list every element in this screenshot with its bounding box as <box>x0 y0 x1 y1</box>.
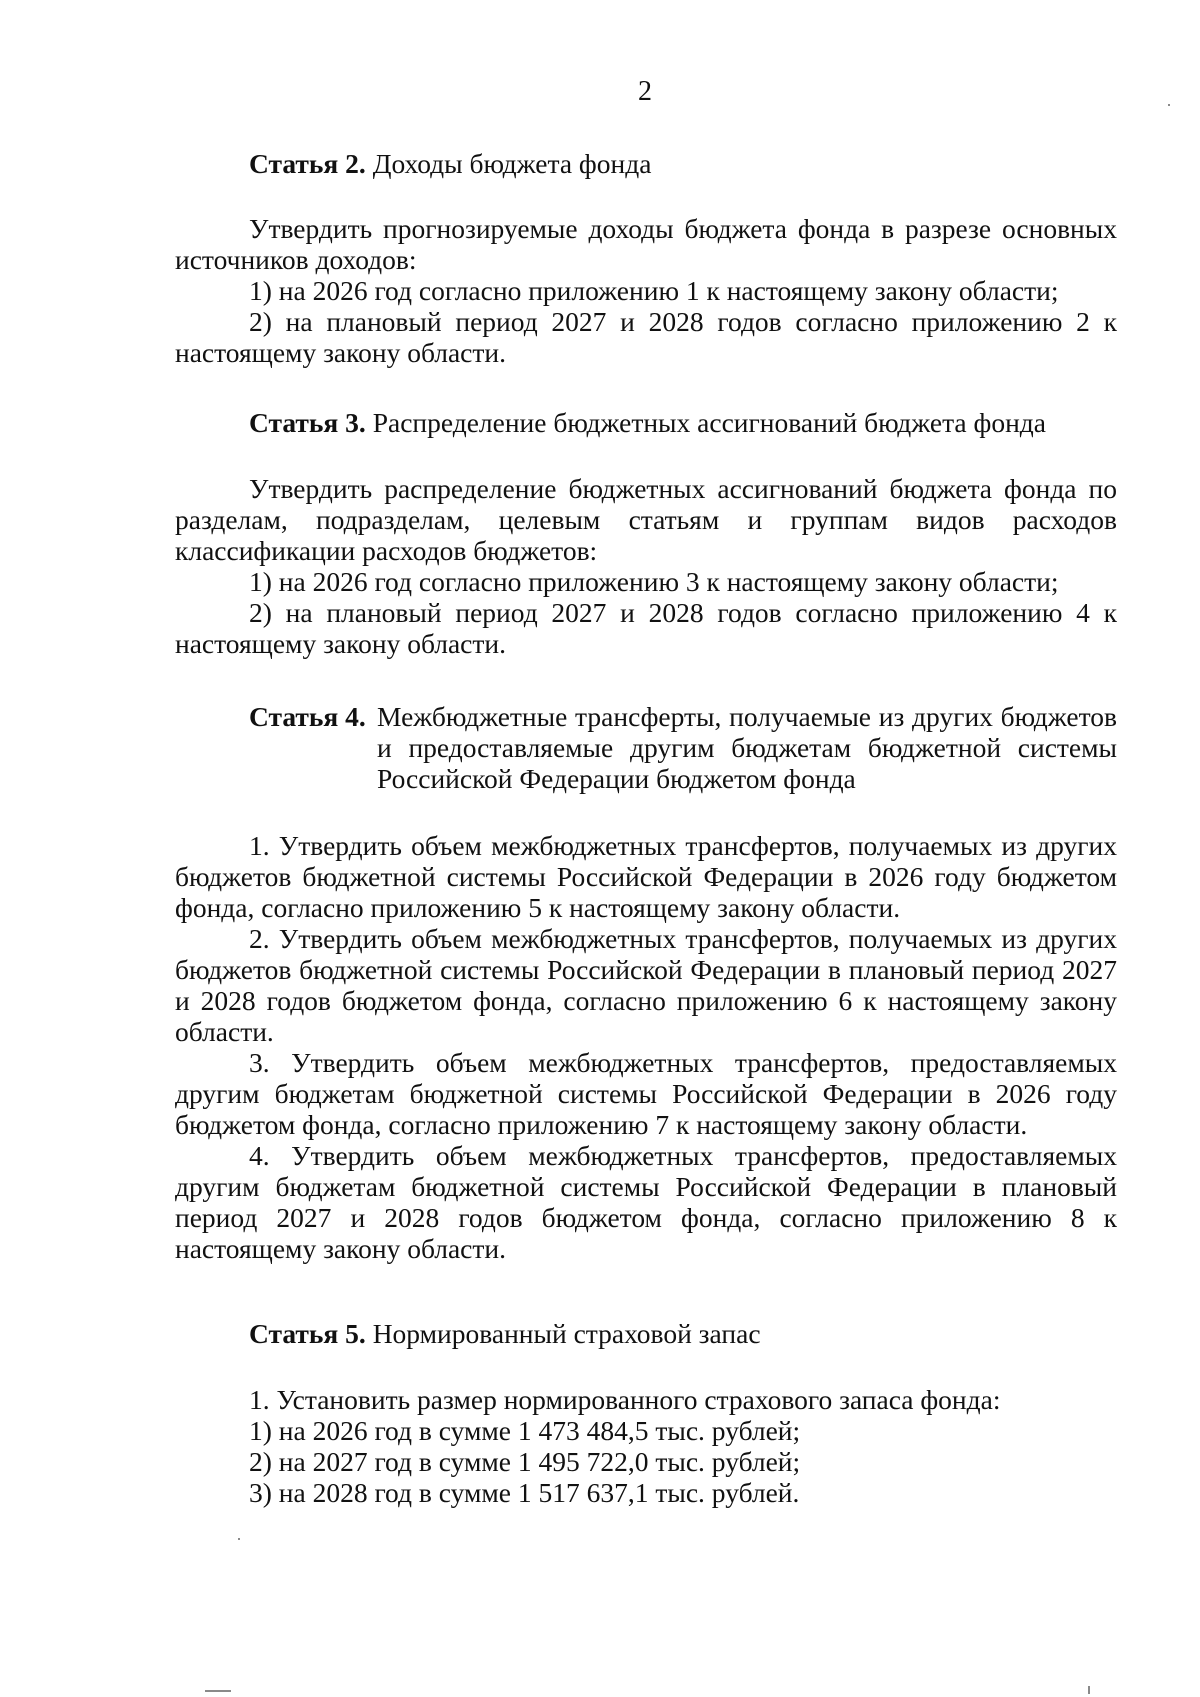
article-3-label: Статья 3. <box>249 407 366 438</box>
article-3-title: Распределение бюджетных ассигнований бюджета фонда <box>372 407 1046 438</box>
article-5-item-3: 3) на 2028 год в сумме 1 517 637,1 тыс. рублей. <box>249 1477 800 1508</box>
article-3-body <box>175 473 1117 659</box>
article-4-title: Межбюджетные трансферты, получаемые из других бюджетов и предоставляемые другим бюджетам бюджетной системы Российской Федерации бюджетом фонда <box>377 701 1117 794</box>
article-5-title: Нормированный страховой запас <box>372 1318 761 1349</box>
article-2-heading <box>249 148 651 179</box>
scan-speck <box>205 1690 231 1692</box>
article-2-item-1: 1) на 2026 год согласно приложению 1 к настоящему закону области; <box>249 275 1059 306</box>
article-5-heading <box>249 1318 761 1349</box>
page-number: 2 <box>638 76 652 107</box>
article-5-body <box>175 1384 1117 1508</box>
article-3-item-2: 2) на плановый период 2027 и 2028 годов согласно приложению 4 к настоящему закону области. <box>175 597 1117 659</box>
article-4-item-2: 2. Утвердить объем межбюджетных трансфертов, получаемых из других бюджетов бюджетной системы Российской Федерации в плановый период 2027 и 2028 годов бюджетом фонда, согласно приложению 6 к настоящему закону области. <box>175 923 1117 1047</box>
article-2-label: Статья 2. <box>249 148 366 179</box>
article-4-item-1: 1. Утвердить объем межбюджетных трансфертов, получаемых из других бюджетов бюджетной системы Российской Федерации в 2026 году бюджетом фонда, согласно приложению 5 к настоящему закону области. <box>175 830 1117 923</box>
article-5-item-1: 1) на 2026 год в сумме 1 473 484,5 тыс. рублей; <box>249 1415 801 1446</box>
scan-speck <box>238 1538 240 1540</box>
article-4-item-4: 4. Утвердить объем межбюджетных трансфертов, предоставляемых другим бюджетам бюджетной системы Российской Федерации в плановый период 2027 и 2028 годов бюджетом фонда, согласно приложению 8 к настоящему закону области. <box>175 1140 1117 1264</box>
scan-speck <box>1088 1686 1090 1694</box>
article-3-intro: Утвердить распределение бюджетных ассигнований бюджета фонда по разделам, подразделам, целевым статьям и группам видов расходов классификации расходов бюджетов: <box>175 473 1117 566</box>
article-5-intro: 1. Установить размер нормированного страхового запаса фонда: <box>249 1384 1001 1415</box>
article-4-body <box>175 830 1117 1264</box>
article-5-item-2: 2) на 2027 год в сумме 1 495 722,0 тыс. рублей; <box>249 1446 801 1477</box>
article-4-heading <box>249 701 1117 794</box>
article-4-item-3: 3. Утвердить объем межбюджетных трансфертов, предоставляемых другим бюджетам бюджетной системы Российской Федерации в 2026 году бюджетом фонда, согласно приложению 7 к настоящему закону области. <box>175 1047 1117 1140</box>
scan-speck <box>1168 104 1170 106</box>
article-5-label: Статья 5. <box>249 1318 366 1349</box>
article-2-body <box>175 213 1117 368</box>
article-3-heading <box>249 407 1046 438</box>
article-2-item-2: 2) на плановый период 2027 и 2028 годов согласно приложению 2 к настоящему закону области. <box>175 306 1117 368</box>
article-2-title: Доходы бюджета фонда <box>372 148 652 179</box>
article-3-item-1: 1) на 2026 год согласно приложению 3 к настоящему закону области; <box>249 566 1059 597</box>
article-4-label: Статья 4. <box>249 701 366 732</box>
article-2-intro: Утвердить прогнозируемые доходы бюджета фонда в разрезе основных источников доходов: <box>175 213 1117 275</box>
